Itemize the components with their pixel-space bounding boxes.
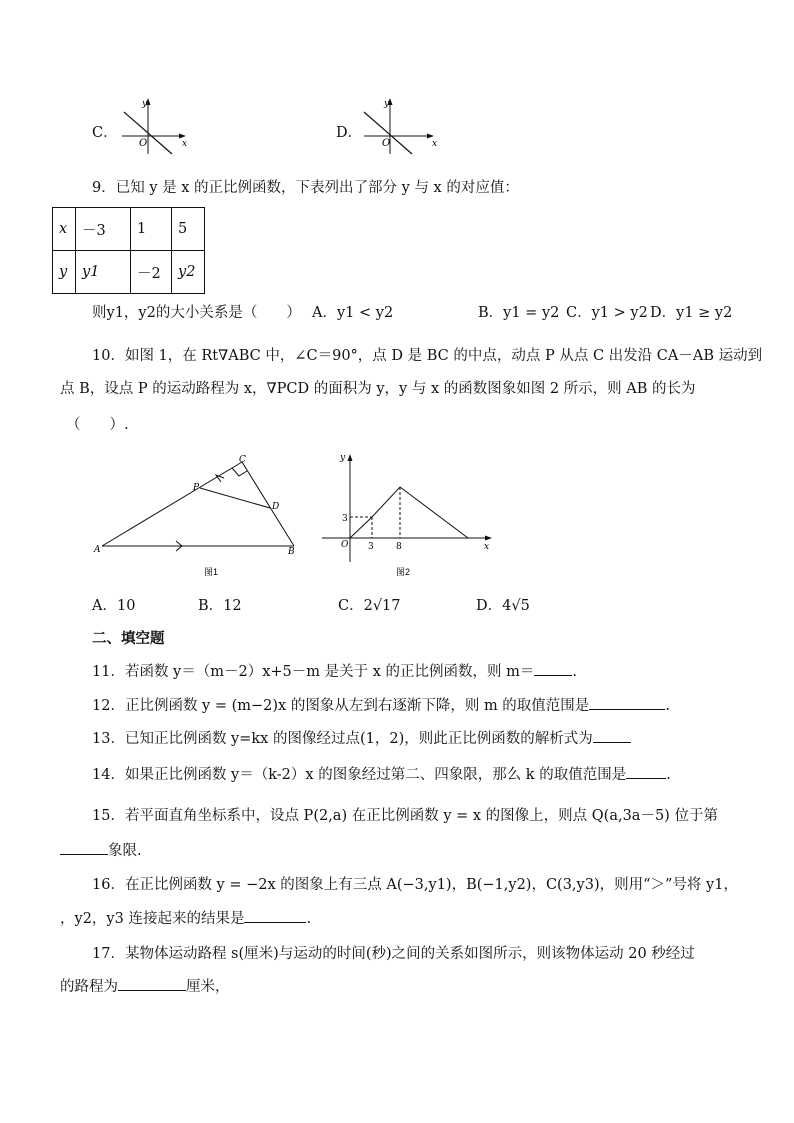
table-cell: y2: [172, 251, 205, 294]
q16-line2: ，y2，y3 连接起来的结果是 .: [60, 911, 312, 927]
answer-blank[interactable]: [534, 663, 572, 676]
fig2-origin-label: O: [341, 540, 349, 550]
answer-blank[interactable]: [589, 697, 665, 710]
fig1-label-a: A: [94, 545, 101, 555]
q9-option-d: D．y1 ≥ y2: [650, 305, 733, 321]
q10-option-b: B．12: [198, 598, 242, 614]
option-c-origin-label: O: [139, 138, 148, 149]
answer-blank[interactable]: [244, 910, 306, 923]
answer-blank[interactable]: [60, 842, 108, 855]
q16-line1: 16．在正比例函数 y = −2x 的图象上有三点 A(−3,y1)，B(−1,y2)，C(3,y3)，则用“＞”号将 y1，: [92, 877, 738, 893]
table-cell: 5: [172, 208, 205, 251]
fig1-label-b: B: [288, 547, 295, 557]
q11: 11．若函数 y＝（m－2）x+5－m 是关于 x 的正比例函数，则 m＝ .: [92, 664, 577, 680]
fig1-caption: 图1: [204, 567, 219, 577]
answer-blank[interactable]: [593, 730, 631, 743]
figure-2-graph: [316, 450, 506, 580]
value-table: [52, 207, 205, 294]
fig2-caption: 图2: [396, 567, 411, 577]
table-row: [53, 208, 205, 251]
q14: 14．如果正比例函数 y＝（k-2）x 的图象经过第二、四象限，那么 k 的取值范围是 .: [92, 767, 671, 783]
q13: 13．已知正比例函数 y=kx 的图像经过点(1，2)，则此正比例函数的解析式为: [92, 727, 631, 748]
q9-question: 则y1，y2的大小关系是（ ）: [92, 305, 301, 321]
option-c-y-label: y: [142, 99, 148, 109]
table-cell: y1: [76, 251, 131, 294]
q10-option-a: A．10: [92, 598, 136, 614]
q10-line1: 10．如图 1，在 Rt∇ABC 中，∠C＝90°，点 D 是 BC 的中点，动点 P 从点 C 出发沿 CA－AB 运动到: [92, 348, 763, 364]
option-d-label: D．: [336, 125, 363, 141]
option-c-x-label: x: [182, 139, 188, 149]
option-d-origin-label: O: [382, 138, 391, 149]
q9-option-a: A．y1 < y2: [312, 305, 394, 321]
q17-line2: 的路程为 厘米，: [60, 979, 230, 995]
fig2-x-label: x: [484, 542, 490, 552]
q17-line1: 17．某物体运动路程 s(厘米)与运动的时间(秒)之间的关系如图所示，则该物体运动 20 秒经过: [92, 946, 695, 962]
answer-blank[interactable]: [118, 978, 186, 991]
fig2-tick-3x: 3: [368, 542, 374, 552]
fig1-label-c: C: [239, 455, 246, 465]
option-d-graph: [360, 94, 446, 158]
table-row: [53, 251, 205, 294]
fig2-tick-8: 8: [396, 542, 402, 552]
table-cell: 1: [131, 208, 172, 251]
q15-line2: 象限.: [60, 839, 142, 860]
fig2-tick-3y: 3: [342, 514, 348, 524]
q12: 12．正比例函数 y = (m−2)x 的图象从左到右逐渐下降，则 m 的取值范围是 .: [92, 698, 670, 714]
fig1-label-d: D: [272, 502, 280, 512]
table-cell: x: [53, 208, 76, 251]
answer-blank[interactable]: [626, 766, 666, 779]
option-d-x-label: x: [432, 139, 438, 149]
figure-1-triangle: [90, 450, 320, 580]
q9-stem: 9．已知 y 是 x 的正比例函数，下表列出了部分 y 与 x 的对应值：: [92, 180, 519, 196]
section-title: 二、填空题: [92, 630, 165, 647]
option-c-graph: [118, 96, 198, 158]
q9-option-b: B．y1 = y2: [478, 305, 560, 321]
q10-line2: 点 B，设点 P 的运动路程为 x，∇PCD 的面积为 y，y 与 x 的函数图象如图 2 所示，则 AB 的长为: [60, 381, 696, 397]
option-d-y-label: y: [384, 99, 390, 109]
q10-option-d: D．4√5: [476, 598, 530, 614]
q15-line1: 15．若平面直角坐标系中，设点 P(2,a) 在正比例函数 y = x 的图像上，则点 Q(a,3a－5) 位于第: [92, 808, 718, 824]
fig2-y-label: y: [340, 453, 346, 463]
fig1-label-p: P: [193, 483, 200, 493]
table-cell: －2: [131, 251, 172, 294]
q9-option-c: C．y1 > y2: [566, 305, 648, 321]
option-c-label: C．: [92, 125, 118, 141]
q10-option-c: C．2√17: [338, 598, 401, 614]
table-cell: －3: [76, 208, 131, 251]
table-cell: y: [53, 251, 76, 294]
q10-line3: （ ）.: [66, 417, 129, 433]
